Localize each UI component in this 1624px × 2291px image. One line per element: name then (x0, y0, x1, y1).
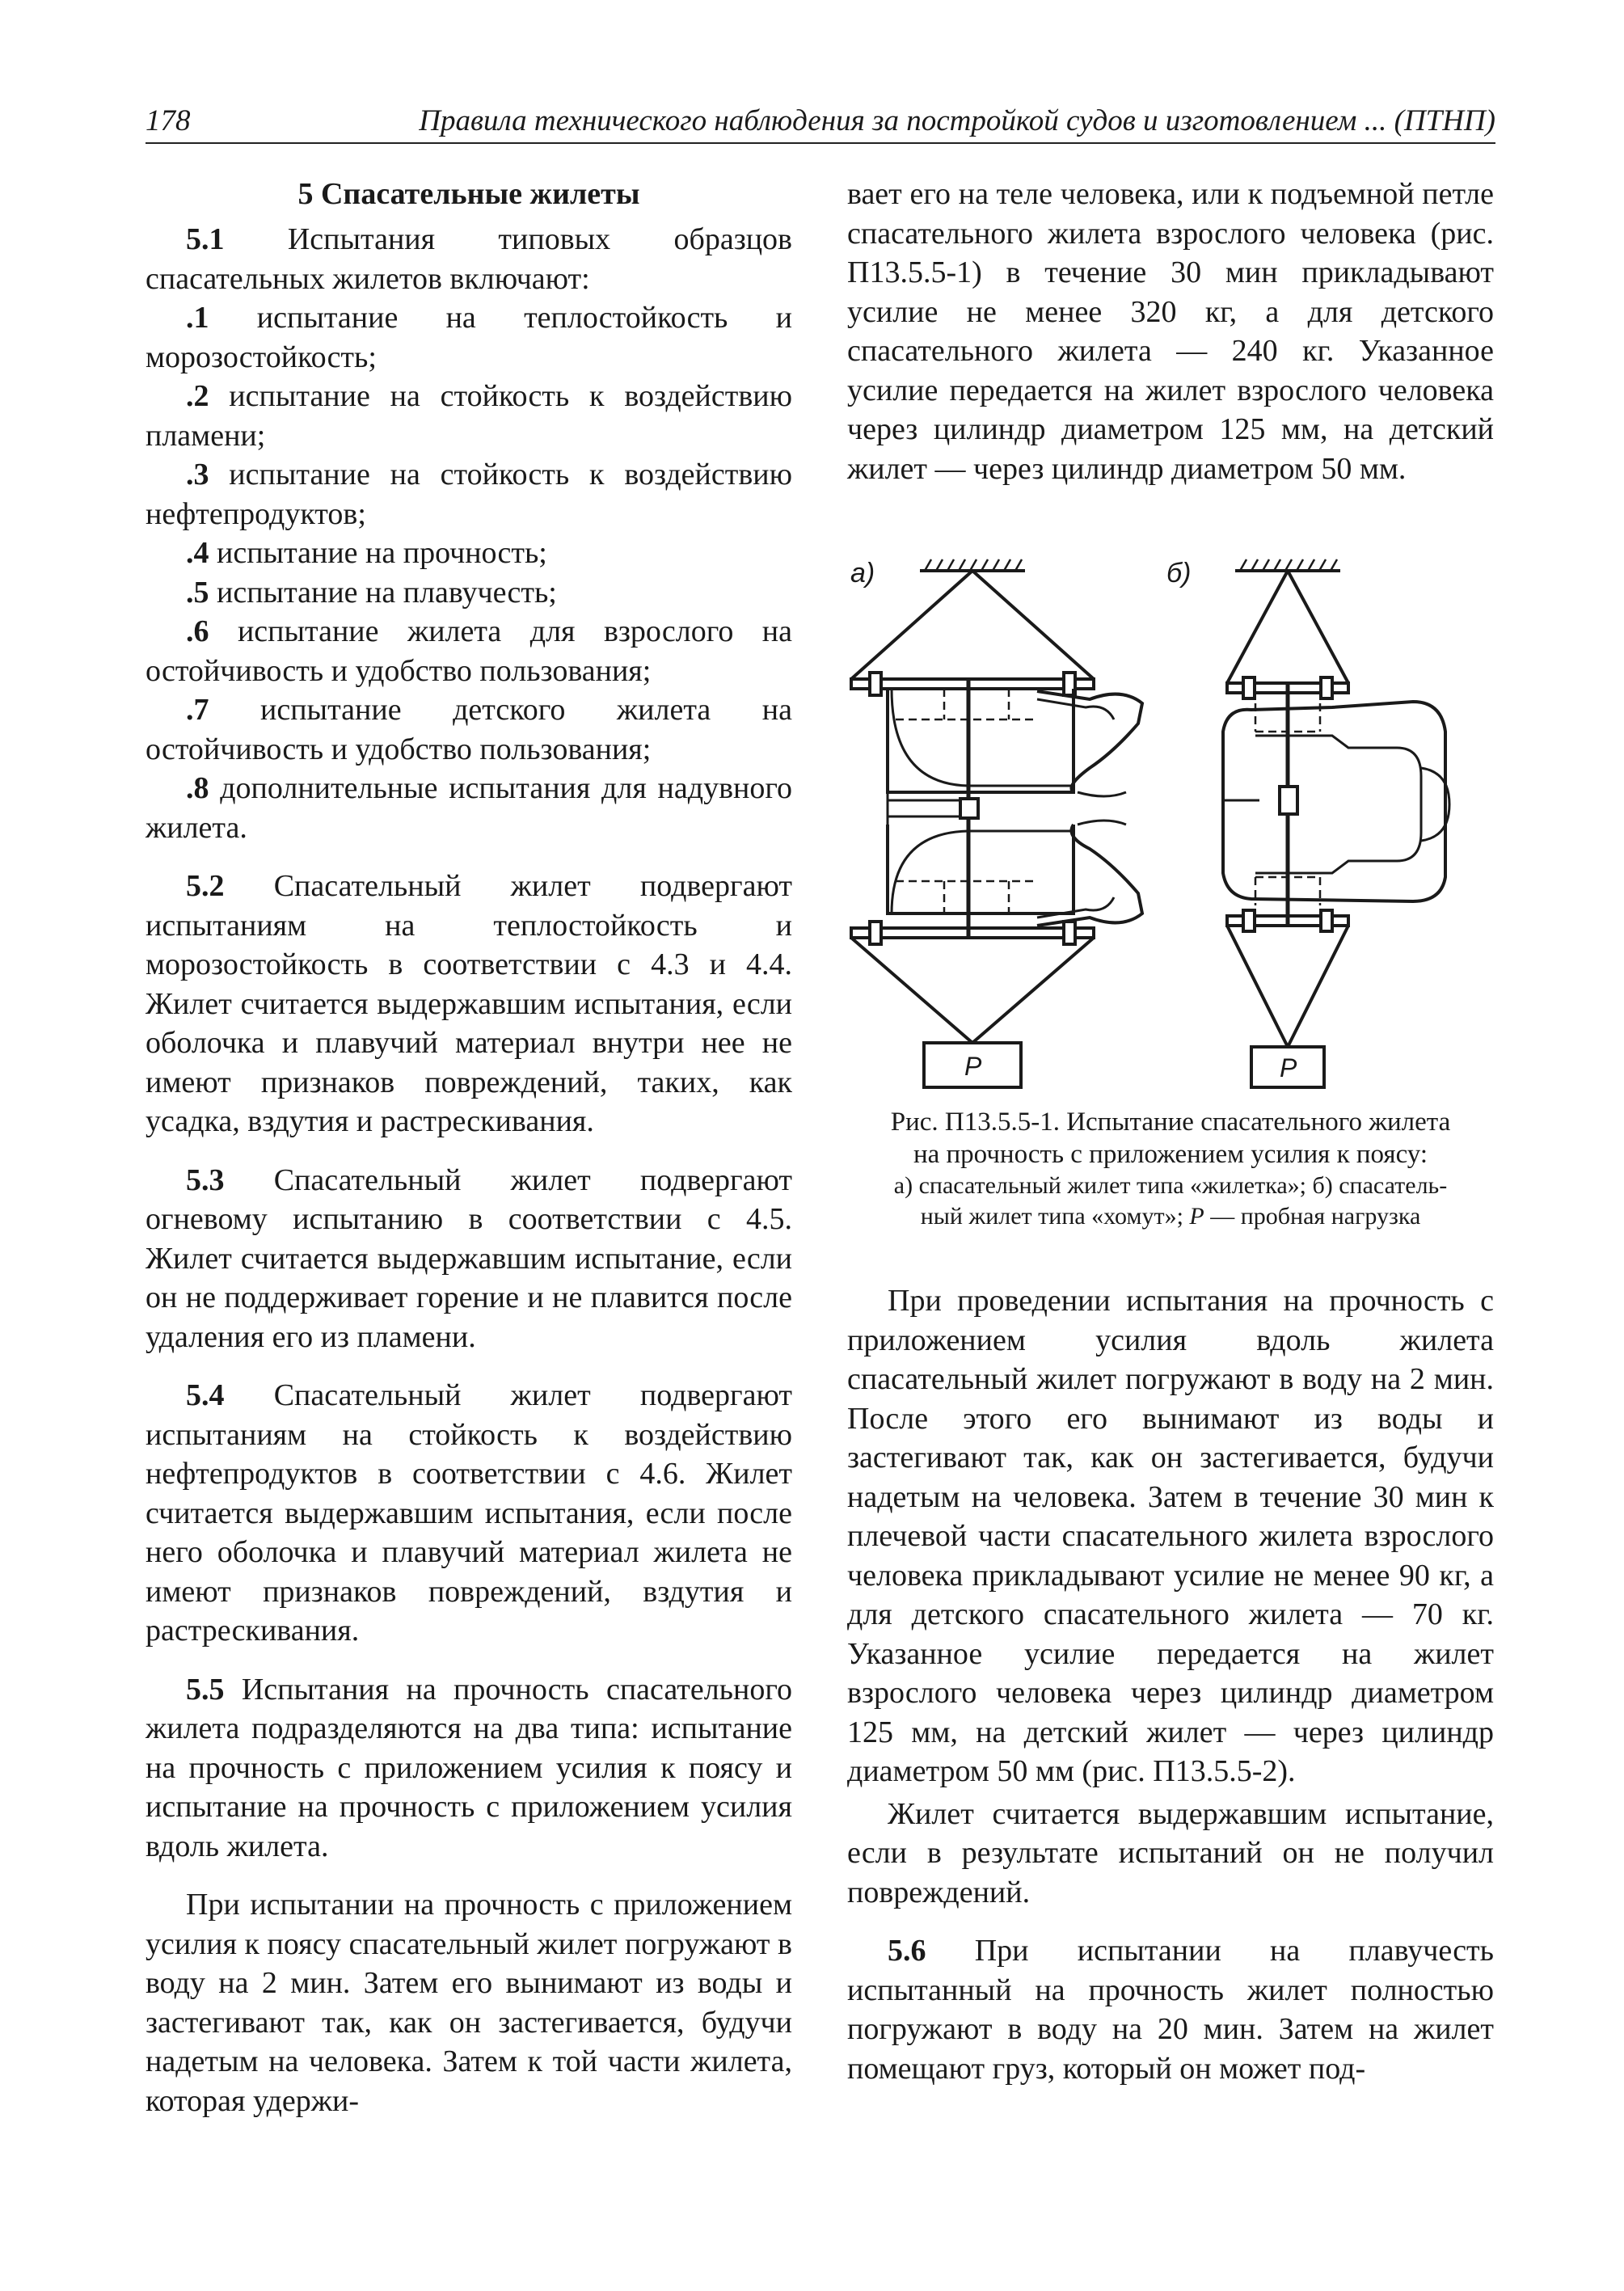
running-header (146, 103, 1495, 144)
paragraph-along-test: При проведении испытания на прочность с приложением усилия вдоль жилета спасательный жилет погружают в воду на 2 мин. После этого его вынимают из воды и застегивают так, как он застегивается, будучи надетым на человека. Затем в течение 30 мин к плечевой части спасательного жилета взрослого человека прикладывают усилие не менее 90 кг, а для детского спасательного жилета — 70 кг. Указанное усилие передается на жилет взрослого человека через цилиндр диаметром 125 мм, на детский жилет — через цилиндр диаметром 50 мм (рис. П13.5.5-2). (847, 1284, 1494, 1788)
list-item: .7 испытание детского жилета на остойчивость и удобство пользования; (146, 693, 792, 766)
paragraph-5-4: 5.4 Спасательный жилет подвергают испытаниям на стойкость к воздействию нефтепродуктов в соответствии с 4.6. Жилет считается выдержавшим испытания, если после него оболочка и плавучий материал жилета не имеют признаков повреждений, вздутия и растрескивания. (146, 1378, 792, 1648)
figure-caption (847, 1106, 1494, 1232)
right-column-bottom (847, 1281, 1494, 2088)
paragraph-5-5: 5.5 Испытания на прочность спасательного жилета подразделяются на два типа: испытание на прочность с приложением усилия к поясу и испытание на прочность с приложением усилия вдоль жилета. (146, 1672, 792, 1863)
right-column-top (847, 175, 1494, 488)
center-rod-a (960, 679, 978, 938)
label-b: б) (1166, 558, 1192, 589)
vest-body-b (1223, 702, 1449, 905)
caption-sub-1: а) спасательный жилет типа «жилетка»; б) спасатель- (893, 1172, 1448, 1199)
ceiling-hatch-a (920, 559, 1025, 571)
page-number: 178 (146, 104, 191, 137)
paragraph-continued: вает его на теле человека, или к подъемной петле спасательного жилета взрослого человека (рис. П13.5.5-1) в течение 30 мин прикладывают усилие не менее 320 кг, а для детского спасательного жилета — 240 кг. Указанное усилие передается на жилет взрослого человека через цилиндр диаметром 125 мм, на детский жилет — через цилиндр диаметром 50 мм. (847, 177, 1494, 486)
list-item: .1 испытание на теплостойкость и морозостойкость; (146, 301, 792, 374)
caption-sub-2: ный жилет типа «хомут»; P — пробная нагрузка (920, 1203, 1421, 1230)
list-item: .8 дополнительные испытания для надувного жилета. (146, 771, 792, 845)
label-a: а) (850, 558, 875, 589)
load-box-a (924, 1043, 1021, 1087)
list-item: .4 испытание на прочность; (186, 536, 547, 570)
suspension-triangle-a-bottom (851, 938, 1094, 1043)
paragraph-5-3: 5.3 Спасательный жилет подвергают огневому испытанию в соответствии с 4.5. Жилет считается выдержавшим испытание, если он не поддерживает горение и не плавится после удаления его из пламени. (146, 1162, 792, 1354)
running-title: Правила технического наблюдения за постройкой судов и изготовлением ... (ПТНП) (419, 104, 1495, 137)
suspension-triangle-b-bottom (1227, 926, 1348, 1047)
list-item: .3 испытание на стойкость к воздействию нефтепродуктов; (146, 458, 792, 531)
paragraph-5-6: 5.6 При испытании на плавучесть испытанный на прочность жилет полностью погружают в воду на 20 мин. Затем на жилет помещают груз, который он может под- (847, 1934, 1494, 2086)
section-title: 5 Спасательные жилеты (297, 177, 640, 211)
load-box-b (1251, 1047, 1324, 1087)
list-item: .5 испытание на плавучесть; (186, 575, 557, 610)
suspension-triangle-a-top (851, 571, 1094, 679)
paragraph-pass-criteria: Жилет считается выдержавшим испытание, если в результате испытаний он не получил повреждений. (847, 1796, 1494, 1909)
lower-bar-a (851, 922, 1094, 944)
load-label-a: P (964, 1052, 982, 1081)
load-label-b: P (1280, 1053, 1297, 1082)
vest-body-a (888, 689, 1142, 926)
list-item: .2 испытание на стойкость к воздействию пламени; (146, 379, 792, 453)
paragraph-5-1: 5.1 Испытания типовых образцов спасательных жилетов включают: (146, 222, 792, 296)
caption-line-1: Рис. П13.5.5-1. Испытание спасательного жилета (890, 1108, 1451, 1137)
suspension-triangle-b-top (1227, 571, 1348, 683)
center-rod-b (1280, 683, 1297, 926)
caption-line-2: на прочность с приложением усилия к поясу: (913, 1140, 1428, 1169)
paragraph-5-2: 5.2 Спасательный жилет подвергают испытаниям на теплостойкость и морозостойкость в соответствии с 4.3 и 4.4. Жилет считается выдержавшим испытания, если оболочка и плавучий материал внутри нее не имеют признаков повреждений, таких, как усадка, вздутия и растрескивания. (146, 869, 792, 1138)
figure-lifejacket-test (847, 558, 1494, 1091)
left-column (146, 175, 792, 2120)
ceiling-hatch-b (1235, 559, 1340, 571)
list-item: .6 испытание жилета для взрослого на остойчивость и удобство пользования; (146, 614, 792, 688)
paragraph-5-5-belt: При испытании на прочность с приложением усилия к поясу спасательный жилет погружают в воду на 2 мин. Затем его вынимают из воды и застегивают так, как он застегивается, будучи надетым на человека. Затем к той части жилета, которая удержи- (146, 1888, 792, 2118)
